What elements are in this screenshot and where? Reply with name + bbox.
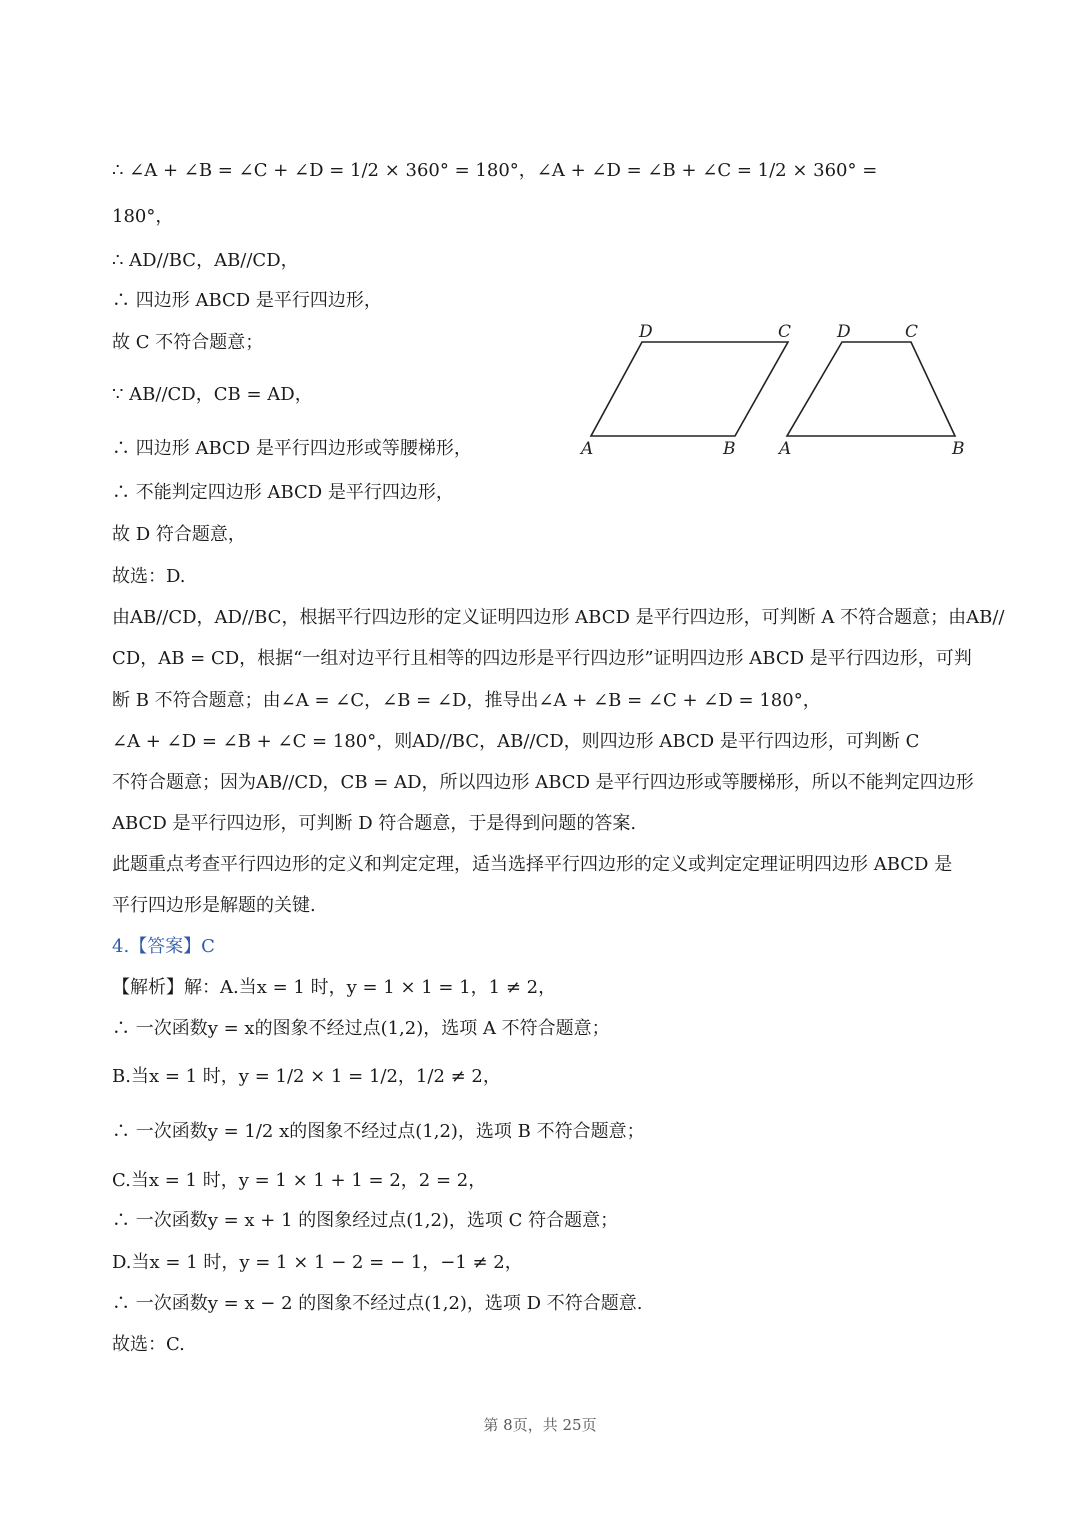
line-8: ∴ 不能判定四边形 ABCD 是平行四边形， (112, 482, 454, 503)
line-23: ∴ 一次函数y = 1/2 x的图象不经过点(1,2)，选项 B 不符合题意； (112, 1121, 645, 1142)
line-5: 故 C 不符合题意； (112, 332, 264, 353)
geometry-figure (575, 318, 975, 468)
line-24: C.当x = 1 时，y = 1 × 1 + 1 = 2，2 = 2， (112, 1170, 487, 1191)
parallelogram-shape (591, 342, 788, 436)
line-20: 【解析】解：A.当x = 1 时，y = 1 × 1 = 1，1 ≠ 2， (112, 977, 557, 998)
line-14: ∠A + ∠D = ∠B + ∠C = 180°，则AD//BC，AB//CD，则四边形 ABCD 是平行四边形，可判断 C (112, 731, 920, 752)
line-27: ∴ 一次函数y = x − 2 的图象不经过点(1,2)，选项 D 不符合题意. (112, 1293, 643, 1314)
line-18: 平行四边形是解题的关键. (112, 895, 316, 916)
parallelogram-label-b: B (723, 439, 736, 459)
line-6: ∵ AB//CD，CB = AD， (112, 384, 313, 405)
page-footer: 第 8页，共 25页 (483, 1416, 597, 1434)
line-16: ABCD 是平行四边形，可判断 D 符合题意，于是得到问题的答案. (112, 813, 637, 834)
trapezoid-label-d: D (837, 322, 851, 342)
trapezoid-shape (787, 342, 955, 436)
line-12: CD，AB = CD，根据“一组对边平行且相等的四边形是平行四边形”证明四边形 ABCD 是平行四边形，可判 (112, 648, 972, 669)
line-2: 180°， (112, 206, 174, 227)
line-7: ∴ 四边形 ABCD 是平行四边形或等腰梯形， (112, 438, 472, 459)
line-28: 故选：C. (112, 1334, 185, 1355)
line-21: ∴ 一次函数y = x的图象不经过点(1,2)，选项 A 不符合题意； (112, 1018, 610, 1039)
line-9: 故 D 符合题意， (112, 524, 246, 545)
line-1: ∴ ∠A + ∠B = ∠C + ∠D = 1/2 × 360° = 180°，∠A + ∠D = ∠B + ∠C = 1/2 × 360° = (112, 160, 878, 181)
trapezoid-label-a: A (779, 439, 792, 459)
parallelogram-label-d: D (639, 322, 653, 342)
trapezoid-label-b: B (952, 439, 965, 459)
trapezoid-label-c: C (905, 322, 919, 342)
line-26: D.当x = 1 时，y = 1 × 1 − 2 = − 1，−1 ≠ 2， (112, 1252, 523, 1273)
line-11: 由AB//CD，AD//BC，根据平行四边形的定义证明四边形 ABCD 是平行四边形，可判断 A 不符合题意；由AB// (112, 607, 1005, 628)
parallelogram-label-c: C (778, 322, 792, 342)
line-25: ∴ 一次函数y = x + 1 的图象经过点(1,2)，选项 C 符合题意； (112, 1210, 619, 1231)
line-4: ∴ 四边形 ABCD 是平行四边形， (112, 290, 382, 311)
line-13: 断 B 不符合题意；由∠A = ∠C，∠B = ∠D，推导出∠A + ∠B = ∠C + ∠D = 180°， (112, 690, 821, 711)
line-10: 故选：D. (112, 566, 186, 587)
line-15: 不符合题意；因为AB//CD，CB = AD，所以四边形 ABCD 是平行四边形或等腰梯形，所以不能判定四边形 (112, 772, 974, 793)
line-3: ∴ AD//BC，AB//CD， (112, 250, 299, 271)
parallelogram-label-a: A (581, 439, 594, 459)
line-17: 此题重点考查平行四边形的定义和判定定理，适当选择平行四边形的定义或判定定理证明四边形 ABCD 是 (112, 854, 953, 875)
answer-heading: 4.【答案】C (112, 936, 215, 957)
line-22: B.当x = 1 时，y = 1/2 × 1 = 1/2，1/2 ≠ 2， (112, 1066, 501, 1087)
